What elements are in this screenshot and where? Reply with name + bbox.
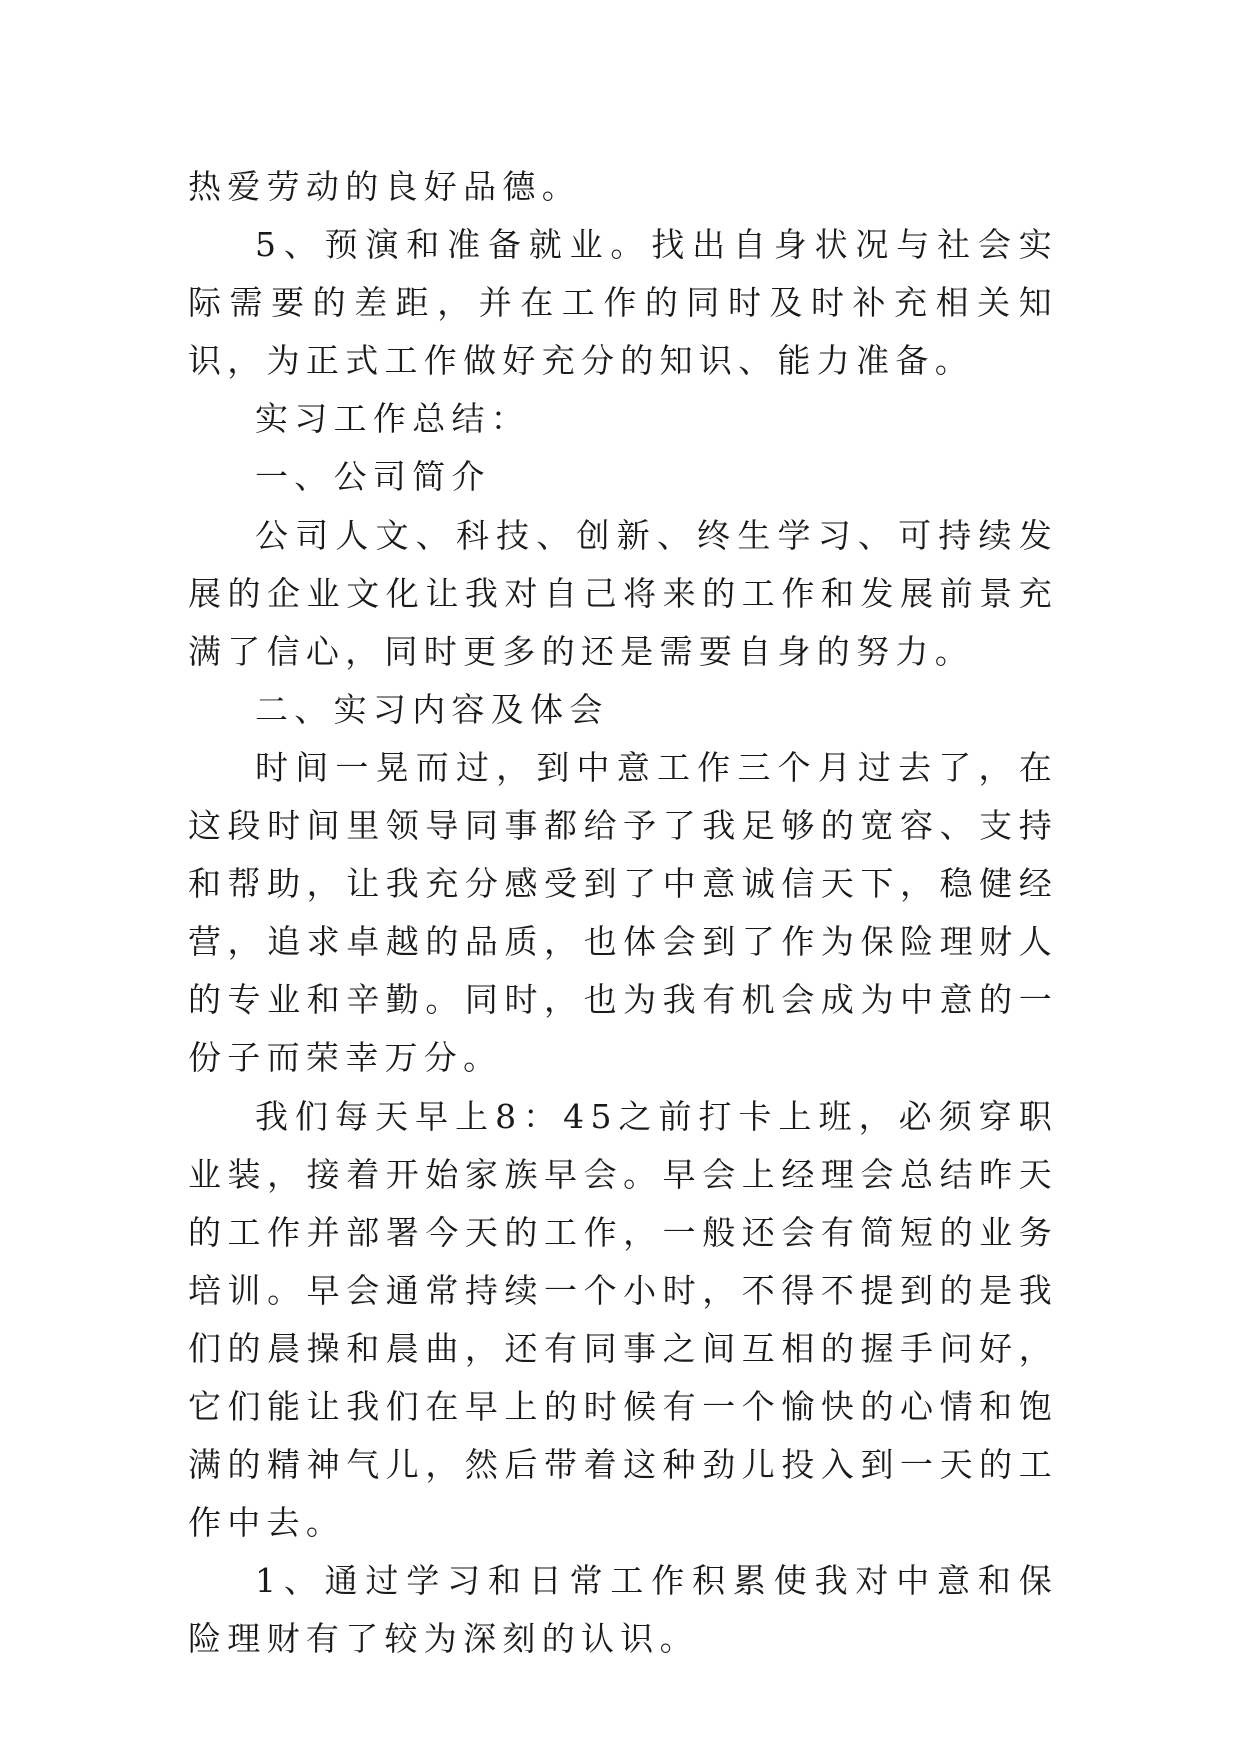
heading-company-intro: 一、公司简介 [255, 457, 491, 497]
paragraph-continuation: 热爱劳动的良好品德。 [188, 167, 581, 206]
paragraph-company-culture: 公司人文、科技、创新、终生学习、可持续发展的企业文化让我对自己将来的工作和发展前景充满了信心，同时更多的还是需要自身的努力。 [188, 515, 1058, 671]
paragraph-item-5: 5、预演和准备就业。找出自身状况与社会实际需要的差距，并在工作的同时及时补充相关知识，为正式工作做好充分的知识、能力准备。 [188, 225, 1058, 381]
heading-internship-summary: 实习工作总结： [255, 399, 531, 439]
heading-internship-content: 二、实习内容及体会 [255, 689, 609, 729]
document-body [188, 158, 1058, 1668]
paragraph-three-months: 时间一晃而过，到中意工作三个月过去了，在这段时间里领导同事都给予了我足够的宽容、支持和帮助，让我充分感受到了中意诚信天下，稳健经营，追求卓越的品质，也体会到了作为保险理财人的专业和辛勤。同时，也为我有机会成为中意的一份子而荣幸万分。 [188, 747, 1058, 1078]
paragraph-item-1: 1、通过学习和日常工作积累使我对中意和保险理财有了较为深刻的认识。 [188, 1561, 1058, 1659]
paragraph-daily-routine: 我们每天早上8：45之前打卡上班，必须穿职业装，接着开始家族早会。早会上经理会总结昨天的工作并部署今天的工作，一般还会有简短的业务培训。早会通常持续一个小时，不得不提到的是我们的晨操和晨曲，还有同事之间互相的握手问好，它们能让我们在早上的时候有一个愉快的心情和饱满的精神气儿，然后带着这种劲儿投入到一天的工作中去。 [188, 1096, 1058, 1543]
